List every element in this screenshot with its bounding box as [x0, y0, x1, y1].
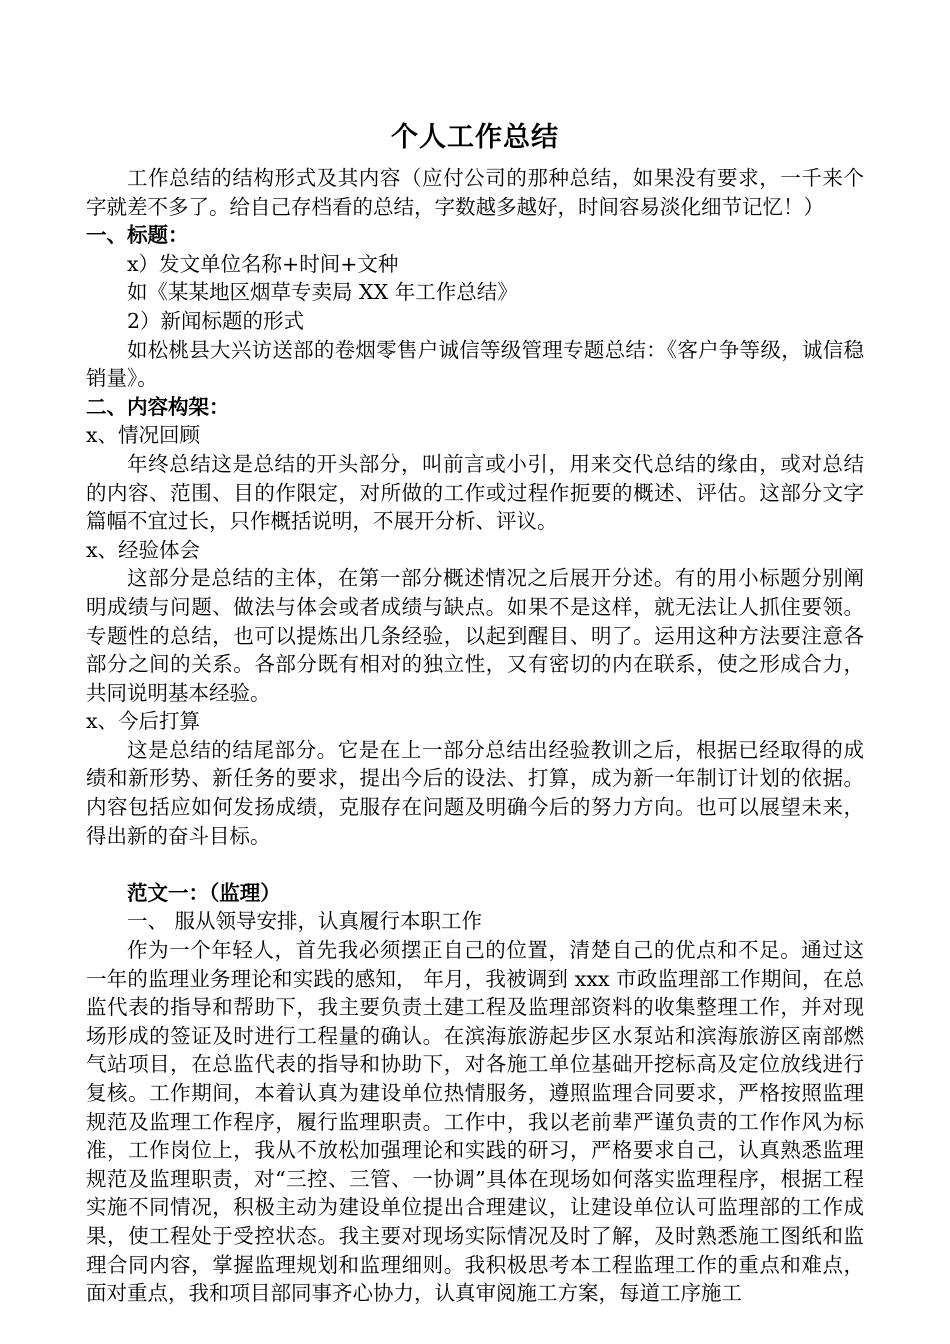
section1-item-4: 如松桃县大兴访送部的卷烟零售户诚信等级管理专题总结：《客户争等级，诚信稳销量》。	[86, 337, 864, 391]
section-spacer	[86, 850, 864, 879]
section1-item-2: 如《某某地区烟草专卖局 XX 年工作总结》	[127, 280, 518, 305]
intro-paragraph: 工作总结的结构形式及其内容（应付公司的那种总结，如果没有要求，一千来个字就差不多了。给自己存档看的总结，字数越多越好，时间容易淡化细节记忆！）	[86, 166, 864, 219]
subsection-body-1: 年终总结这是总结的开头部分，叫前言或小引，用来交代总结的缘由，或对总结的内容、范围、目的作限定，对所做的工作或过程作扼要的概述、评估。这部分文字篇幅不宜过长，只作概括说明，不展开分析、评议。	[86, 451, 864, 534]
section-heading-2: 二、内容构架：	[86, 394, 230, 419]
example-body: 作为一个年轻人，首先我必须摆正自己的位置，清楚自己的优点和不足。通过这一年的监理业务理论和实践的感知， 年月，我被调到 xxx 市政监理部工作期间，在总监代表的指导和帮助下，我主要负责土建工程及监理部资料的收集整理工作，并对现场形成的签证及时进行工程量的确认。在滨海旅游起步区水泵站和滨海旅游区南部燃气站项目，在总监代表的指导和协助下，对各施工单位基础开挖标高及定位放线进行复核。工作期间，本着认真为建设单位热情服务，遵照监理合同要求，严格按照监理规范及监理工作程序，履行监理职责。工作中，我以老前辈严谨负责的工作作风为标准，工作岗位上，我从不放松加强理论和实践的研习，严格要求自己，认真熟悉监理规范及监理职责，对“三控、三管、一协调”具体在现场如何落实监理程序，根据工程实施不同情况，积极主动为建设单位提出合理建议，让建设单位认可监理部的工作成果，使工程处于受控状态。我主要对现场实际情况及时了解，及时熟悉施工图纸和监理合同内容，掌握监理规划和监理细则。我积极思考本工程监理工作的重点和难点，面对重点，我和项目部同事齐心协力，认真审阅施工方案，每道工序施工	[86, 938, 864, 1306]
subsection-body-3: 这是总结的结尾部分。它是在上一部分总结出经验教训之后，根据已经取得的成绩和新形势、新任务的要求，提出今后的设法、打算，成为新一年制订计划的依据。内容包括应如何发扬成绩，克服存在问题及明确今后的努力方向。也可以展望未来，得出新的奋斗目标。	[86, 737, 864, 848]
subsection-label-3: x、今后打算	[86, 709, 201, 734]
subsection-body-2: 这部分是总结的主体，在第一部分概述情况之后展开分述。有的用小标题分别阐明成绩与问题、做法与体会或者成绩与缺点。如果不是这样，就无法让人抓住要领。专题性的总结，也可以提炼出几条经验，以起到醒目、明了。运用这种方法要注意各部分之间的关系。各部分既有相对的独立性，又有密切的内在联系，使之形成合力，共同说明基本经验。	[86, 566, 864, 705]
subsection-label-1: x、情况回顾	[86, 423, 201, 448]
section-heading-1: 一、标题：	[86, 223, 189, 248]
example-heading: 范文一：（监理）	[127, 880, 281, 905]
subsection-label-2: x、经验体会	[86, 537, 201, 562]
example-subheading: 一、 服从领导安排，认真履行本职工作	[127, 909, 483, 934]
document-body	[86, 118, 864, 1308]
page-title: 个人工作总结	[391, 122, 559, 153]
section1-item-1: x）发文单位名称+时间+文种	[127, 251, 399, 276]
section1-item-3: 2）新闻标题的形式	[127, 308, 305, 333]
